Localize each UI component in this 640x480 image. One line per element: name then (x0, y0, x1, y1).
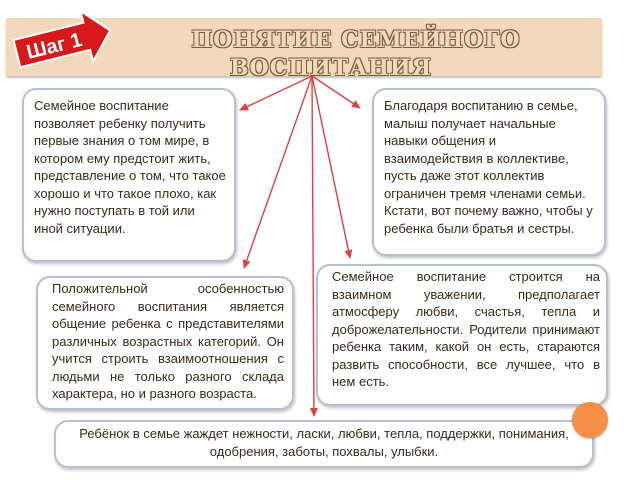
top-left-box (22, 88, 236, 262)
middle-left-box (36, 276, 294, 410)
accent-circle (572, 402, 608, 438)
arrow-to-mid-left (244, 76, 312, 268)
top-left-text: Семейное воспитание позволяет ребенку получить первые знания о том мире, в котором ему предстоит жить, представление о том, что такое хорошо и что такое плохо, как нужно поступать в той или иной ситуации. (34, 98, 226, 236)
title-line-1: ПОНЯТИЕ СЕМЕЙНОГО (191, 27, 521, 53)
arrow-to-top-right (312, 76, 360, 108)
step-label: Шаг 1 (24, 28, 85, 64)
arrow-to-mid-right (312, 76, 350, 258)
middle-right-box (316, 264, 608, 406)
bottom-text: Ребёнок в семье жаждет нежности, ласки, любви, тепла, поддержки, понимания, одобрения, заботы, похвалы, улыбки. (79, 426, 569, 459)
top-right-text: Благодаря воспитанию в семье, малыш получает начальные навыки общения и взаимодействия в коллективе, пусть даже этот коллектив ограничен тремя членами семьи. Кстати, вот почему важно, чтобы у ребенка были братья и сестры. (384, 98, 593, 236)
arrow-to-bottom (312, 76, 314, 416)
top-right-box (372, 88, 606, 256)
bottom-box (54, 420, 594, 468)
middle-left-text: Положительной особенностью семейного воспитания является общение ребенка с представителями различных возрастных категорий. Он учится строить взаимоотношения с людьми не только разного склада характера, но и разного возраста. (52, 281, 284, 401)
middle-right-text: Семейное воспитание строится на взаимном уважении, предполагает атмосферу любви, счастья, тепла и доброжелательности. Родители принимают ребенка таким, какой он есть, стараются развить способности, все лучшее, что в нем есть. (332, 269, 600, 389)
title-line-2: ВОСПИТАНИЯ (229, 55, 433, 81)
